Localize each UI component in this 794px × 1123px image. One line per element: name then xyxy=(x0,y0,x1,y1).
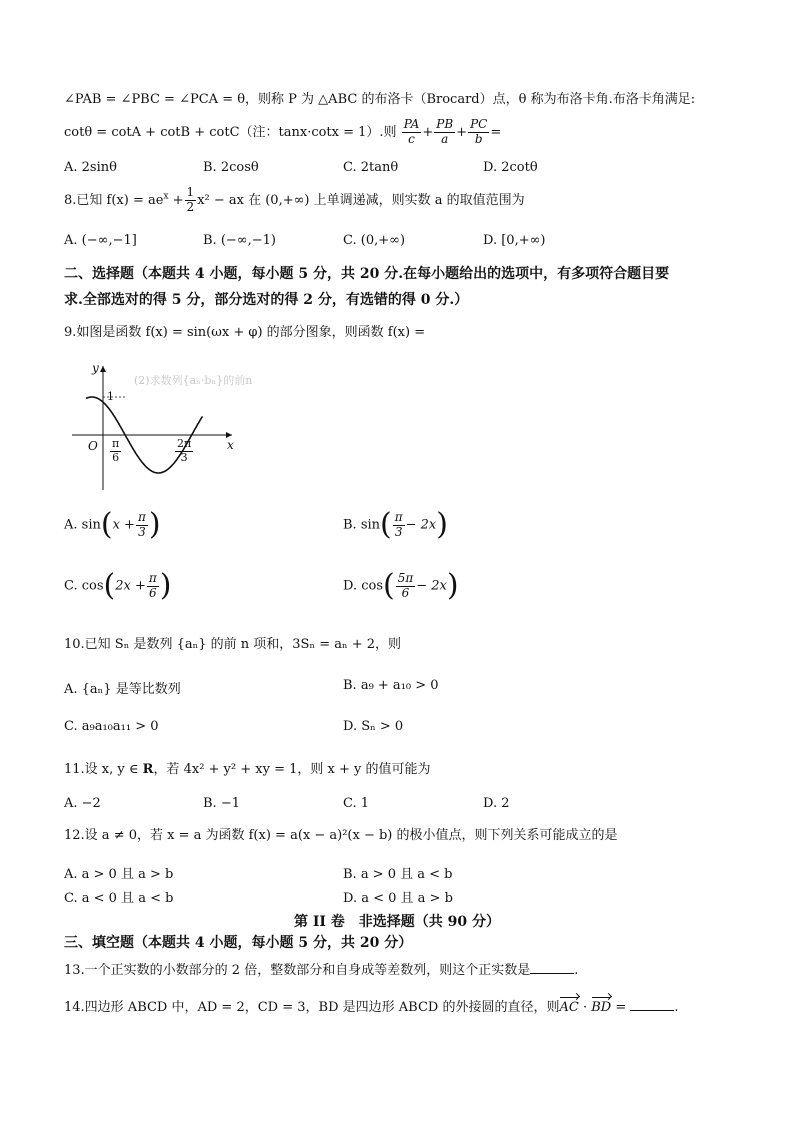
q12-option-b: B. a > 0 且 a < b xyxy=(343,867,453,882)
q9-option-d-inner: − 2x xyxy=(416,578,447,594)
q9-option-a-fraction: $\frac{\pi}{3}$ xyxy=(137,509,146,539)
q8-half-fraction: $\frac{1}{2}$ xyxy=(186,185,195,214)
q9-option-c: C. cos(2x + $\frac{\pi}{6}$ ) xyxy=(64,568,172,603)
q9-origin-label: O xyxy=(88,439,98,453)
q9-tick1-num: π xyxy=(112,437,120,450)
q9-option-c-label: C. cos xyxy=(64,578,104,594)
q10-stem: 10.已知 Sₙ 是数列 {aₙ} 的前 n 项和，3Sₙ = aₙ + 2，则 xyxy=(64,637,402,652)
q13-stem-text: 13.一个正实数的小数部分的 2 倍，整数部分和自身成等差数列，则这个正实数是 xyxy=(64,963,531,978)
q9-tick-2pi-3 xyxy=(175,438,193,464)
q9-stem: 9.如图是函数 f(x) = sin(ωx + φ) 的部分图象，则函数 f(x) = xyxy=(64,325,426,340)
q13-answer-blank xyxy=(530,961,574,974)
q11-option-b: B. −1 xyxy=(203,796,240,811)
q9-option-d-label: D. cos xyxy=(343,578,384,594)
q9-tick-pi-6 xyxy=(110,438,121,464)
q9-tick1-den: 6 xyxy=(112,450,120,464)
q8-exponent: x xyxy=(163,191,169,202)
q9-y-tick-label: 1 xyxy=(107,390,114,403)
q10-option-c: C. a₉a₁₀a₁₁ > 0 xyxy=(64,719,159,734)
q7-frac-pc-b: $\frac{PC}{b}$ xyxy=(470,117,488,146)
q9-option-d-fraction: $\frac{5\pi}{6}$ xyxy=(397,570,414,600)
q11-option-d: D. 2 xyxy=(483,796,510,811)
q14-stem xyxy=(64,998,679,1016)
q9-option-b-label: B. sin xyxy=(343,517,381,533)
q7-frac-pb-a: $\frac{PB}{a}$ xyxy=(436,117,454,146)
q10-option-d: D. Sₙ > 0 xyxy=(343,719,404,734)
q8-option-b: B. (−∞,−1) xyxy=(203,233,276,248)
q7-line2-text: cotθ = cotA + cotB + cotC（注：tanx·cotx = 1）.则 xyxy=(64,124,397,140)
q8-stem-post: x² − ax 在 (0,+∞) 上单调递减，则实数 a 的取值范围为 xyxy=(197,192,525,208)
q9-graph-svg xyxy=(64,358,244,498)
q9-option-a: A. sin(x + $\frac{\pi}{3}$ ) xyxy=(64,507,161,542)
q9-graph-faded-text: (2)求数列{aₙ·bₙ}的前n xyxy=(134,374,253,387)
y-axis-arrow xyxy=(100,366,106,372)
q12-option-a: A. a > 0 且 a > b xyxy=(64,867,174,882)
q14-vector-ac: AC xyxy=(559,1000,579,1015)
q7-option-d: D. 2cotθ xyxy=(483,160,538,175)
q12-stem: 12.设 a ≠ 0，若 x = a 为函数 f(x) = a(x − a)²(x − b) 的极小值点，则下列关系可能成立的是 xyxy=(64,828,618,843)
q11-real-set: R xyxy=(142,762,154,777)
q12-option-d: D. a < 0 且 a > b xyxy=(343,891,453,906)
q11-stem-pre: 11.设 x, y ∈ xyxy=(64,762,143,777)
q7-option-c: C. 2tanθ xyxy=(343,160,399,175)
q9-option-c-fraction: $\frac{\pi}{6}$ xyxy=(148,570,157,600)
section2-heading-line1: 二、选择题（本题共 4 小题，每小题 5 分，共 20 分.在每小题给出的选项中，有多项符合题目要 xyxy=(64,266,670,282)
q8-option-d: D. [0,+∞) xyxy=(483,233,546,248)
q10-option-b: B. a₉ + a₁₀ > 0 xyxy=(343,678,439,693)
q9-option-c-inner: 2x + xyxy=(115,578,146,594)
q14-dot: · xyxy=(578,1000,592,1015)
q9-tick2-num: 2π xyxy=(177,437,192,450)
q9-tick2-den: 3 xyxy=(180,450,188,464)
q9-x-label: x xyxy=(227,438,234,452)
part2-title: 第 II 卷 非选择题（共 90 分） xyxy=(293,914,501,930)
q11-option-a: A. −2 xyxy=(64,796,101,811)
q7-line2: cotθ = cotA + cotB + cotC（注：tanx·cotx = 1）.则 $\frac{PA}{c}$ + $\frac{PB}{a}$ + $\frac{PC}{b}$ = xyxy=(64,117,502,146)
q11-stem-post: ，若 4x² + y² + xy = 1，则 x + y 的值可能为 xyxy=(153,762,431,777)
q11-stem xyxy=(64,762,430,778)
q7-option-a: A. 2sinθ xyxy=(64,160,117,175)
q8-option-a: A. (−∞,−1] xyxy=(64,233,137,248)
q9-option-b-fraction: $\frac{\pi}{3}$ xyxy=(394,509,403,539)
section3-heading: 三、填空题（本题共 4 小题，每小题 5 分，共 20 分） xyxy=(64,935,413,951)
q10-option-a: A. {aₙ} 是等比数列 xyxy=(64,682,181,697)
section2-heading-line2: 求.全部选对的得 5 分，部分选对的得 2 分，有选错的得 0 分.） xyxy=(64,292,469,308)
q14-answer-blank xyxy=(630,998,674,1011)
q13-stem-end: . xyxy=(574,963,579,978)
q9-option-b: B. sin( $\frac{\pi}{3}$ − 2x) xyxy=(343,507,448,542)
q9-option-d: D. cos( $\frac{5\pi}{6}$ − 2x) xyxy=(343,568,459,603)
q13-stem xyxy=(64,961,578,979)
q14-vector-bd: BD xyxy=(591,1000,612,1015)
q14-stem-text: 14.四边形 ABCD 中，AD = 2，CD = 3，BD 是四边形 ABCD 的外接圆的直径，则 xyxy=(64,1000,560,1015)
q7-line1: ∠PAB = ∠PBC = ∠PCA = θ，则称 P 为 △ABC 的布洛卡（Brocard）点，θ 称为布洛卡角.布洛卡角满足: xyxy=(64,92,696,107)
q8-stem: 8.已知 $f(x) = ae^x$ + $\frac{1}{2}$ x² − ax 在 (0,+∞) 上单调递减，则实数 a 的取值范围为 xyxy=(64,185,525,214)
q9-option-b-inner: − 2x xyxy=(405,517,437,533)
q7-option-b: B. 2cosθ xyxy=(203,160,259,175)
q12-option-c: C. a < 0 且 a < b xyxy=(64,891,174,906)
q7-frac-pa-c: $\frac{PA}{c}$ xyxy=(403,117,420,146)
q8-stem-pre: 8.已知 f(x) = ae xyxy=(64,192,164,208)
q11-option-c: C. 1 xyxy=(343,796,370,811)
q14-equals: = xyxy=(611,1000,631,1015)
q9-option-a-label: A. sin xyxy=(64,517,101,533)
q14-stem-end: . xyxy=(674,1000,679,1015)
q9-graph xyxy=(64,358,253,498)
q9-option-a-inner: x + xyxy=(112,517,135,533)
q9-y-label: y xyxy=(92,361,99,375)
q8-option-c: C. (0,+∞) xyxy=(343,233,406,248)
